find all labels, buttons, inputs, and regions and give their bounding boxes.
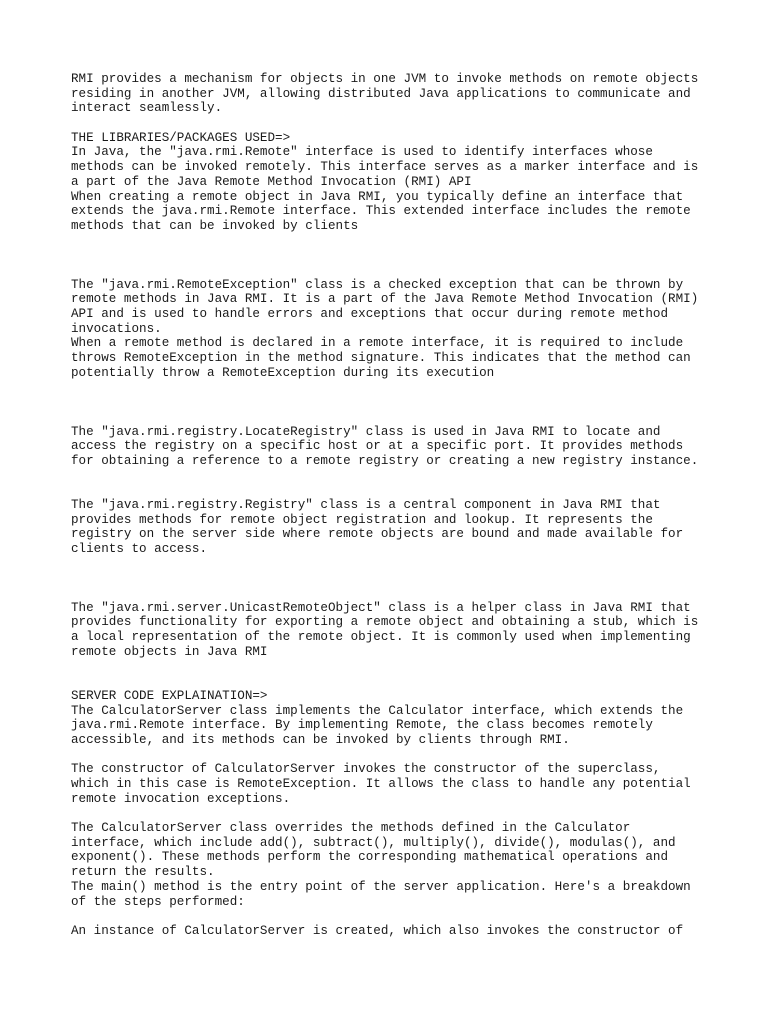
- blank-line: [71, 116, 731, 131]
- blank-line: [71, 410, 731, 425]
- blank-line: [71, 483, 731, 498]
- text-line: An instance of CalculatorServer is created, which also invokes the constructor of: [71, 923, 684, 938]
- blank-line: [71, 586, 731, 601]
- blank-line: [71, 248, 731, 263]
- text-line: The CalculatorServer class overrides the methods defined in the Calculator: [71, 821, 631, 836]
- text-line: which in this case is RemoteException. It allows the class to handle any potential: [71, 777, 691, 791]
- blank-line: [71, 571, 731, 586]
- text-line: a part of the Java Remote Method Invocation (RMI) API: [71, 174, 472, 189]
- text-line: The constructor of CalculatorServer invokes the constructor of the superclass,: [71, 762, 661, 777]
- text-line: API and is used to handle errors and exceptions that occur during remote method: [71, 307, 669, 321]
- blank-line: [71, 660, 731, 675]
- text-line: remote methods in Java RMI. It is a part of the Java Remote Method Invocation (RMI): [71, 292, 699, 307]
- text-line: accessible, and its methods can be invoked by clients through RMI.: [71, 732, 570, 747]
- text-line: interact seamlessly.: [71, 101, 223, 116]
- text-line: remote invocation exceptions.: [71, 791, 291, 806]
- text-line: of the steps performed:: [71, 894, 245, 909]
- text-line: throws RemoteException in the method signature. This indicates that the method can: [71, 351, 691, 366]
- blank-line: [71, 806, 731, 821]
- text-line: access the registry on a specific host or at a specific port. It provides methods: [71, 439, 684, 454]
- text-line: In Java, the "java.rmi.Remote" interface is used to identify interfaces whose: [71, 145, 653, 160]
- text-line: interface, which include add(), subtract(), multiply(), divide(), modulas(), and: [71, 835, 676, 850]
- text-line: The CalculatorServer class implements the Calculator interface, which extends the: [71, 703, 684, 718]
- text-line: a local representation of the remote object. It is commonly used when implementing: [71, 630, 691, 645]
- blank-line: [71, 234, 731, 249]
- text-line: THE LIBRARIES/PACKAGES USED=>: [71, 130, 291, 145]
- text-line: The main() method is the entry point of the server application. Here's a breakdown: [71, 879, 691, 894]
- blank-line: [71, 469, 731, 484]
- text-line: When a remote method is declared in a remote interface, it is required to include: [71, 336, 684, 351]
- text-line: exponent(). These methods perform the corresponding mathematical operations and: [71, 850, 669, 865]
- blank-line: [71, 395, 731, 410]
- blank-line: [71, 263, 731, 278]
- text-line: When creating a remote object in Java RMI, you typically define an interface that: [71, 189, 684, 204]
- text-line: clients to access.: [71, 542, 208, 556]
- document-page: [71, 72, 731, 939]
- text-line: The "java.rmi.RemoteException" class is a checked exception that can be thrown by: [71, 277, 684, 292]
- text-line: residing in another JVM, allowing distributed Java applications to communicate and: [71, 86, 691, 101]
- blank-line: [71, 380, 731, 395]
- text-line: The "java.rmi.registry.LocateRegistry" class is used in Java RMI to locate and: [71, 424, 661, 439]
- blank-line: [71, 557, 731, 572]
- text-line: return the results.: [71, 865, 215, 880]
- text-line: provides methods for remote object registration and lookup. It represents the: [71, 512, 653, 527]
- text-line: registry on the server side where remote objects are bound and made available for: [71, 527, 684, 542]
- text-line: SERVER CODE EXPLAINATION=>: [71, 688, 268, 703]
- text-line: invocations.: [71, 321, 162, 336]
- text-line: potentially throw a RemoteException during its execution: [71, 365, 495, 380]
- text-line: The "java.rmi.server.UnicastRemoteObject" class is a helper class in Java RMI that: [71, 600, 691, 615]
- blank-line: [71, 748, 731, 763]
- text-line: methods that can be invoked by clients: [71, 218, 359, 233]
- text-line: for obtaining a reference to a remote registry or creating a new registry instance.: [71, 453, 699, 468]
- blank-line: [71, 909, 731, 924]
- text-line: provides functionality for exporting a remote object and obtaining a stub, which is: [71, 615, 699, 630]
- text-line: extends the java.rmi.Remote interface. This extended interface includes the remote: [71, 204, 691, 219]
- text-line: java.rmi.Remote interface. By implementing Remote, the class becomes remotely: [71, 718, 653, 733]
- text-line: remote objects in Java RMI: [71, 644, 268, 659]
- blank-line: [71, 674, 731, 689]
- text-line: methods can be invoked remotely. This interface serves as a marker interface and is: [71, 160, 699, 175]
- text-line: RMI provides a mechanism for objects in one JVM to invoke methods on remote objects: [71, 72, 699, 86]
- text-line: The "java.rmi.registry.Registry" class is a central component in Java RMI that: [71, 497, 661, 512]
